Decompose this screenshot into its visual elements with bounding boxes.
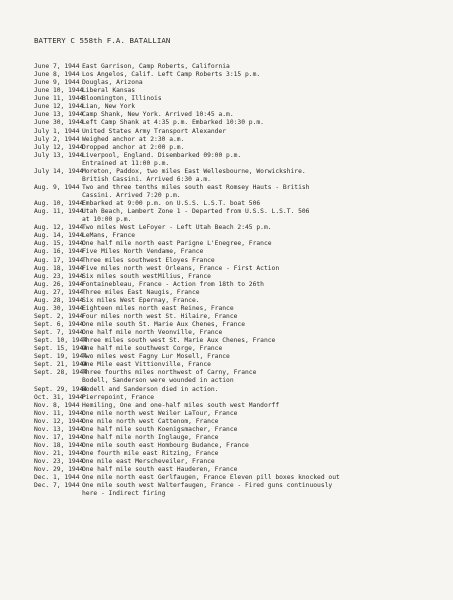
entry-row: [34, 281, 449, 289]
entry-row: [34, 442, 449, 450]
entry-row: [34, 257, 449, 265]
entry-date: June 10, 1944: [34, 87, 84, 95]
entry-date: Aug. 17, 1944: [34, 256, 84, 264]
entry-text: One fourth mile east Ritzing, France: [82, 450, 219, 457]
entry-text: Bloomington, Illinois: [82, 95, 162, 103]
entry-row: [34, 418, 449, 426]
entry-text: Five Miles North Vendame, France: [82, 248, 204, 256]
entry-date: Aug. 12, 1944: [34, 224, 84, 232]
entry-continuation: British Cassini. Arrived 6:30 a.m.: [82, 175, 211, 183]
entry-text: Six miles West Epernay, France.: [82, 296, 200, 304]
entry-row: [34, 386, 449, 394]
entry-date: Nov. 13, 1944: [34, 425, 84, 433]
entry-text: Hemiling, One and one-half miles south west Mandorff: [82, 401, 280, 409]
entry-date: July 13, 1944: [34, 151, 84, 159]
entry-text: One half mile southwest Corge, France: [82, 345, 223, 353]
entry-text: Five miles north west Orleans, France - First Action: [82, 264, 280, 272]
entry-date: Sept. 21, 1944: [34, 361, 88, 369]
entry-date: June 8, 1944: [34, 71, 80, 79]
entry-row: [34, 200, 449, 208]
entry-date: June 12, 1944: [34, 103, 84, 111]
entry-date: July 2, 1944: [34, 135, 80, 143]
entry-row: [34, 305, 449, 313]
entry-text: Camp Shank, New York. Arrived 10:45 a.m.: [82, 111, 234, 119]
entry-row: [34, 119, 449, 127]
entry-row: [34, 95, 449, 103]
entry-text: One half mile south east Hauderen, France: [82, 466, 238, 474]
entry-text: Three miles East Naugis, France: [82, 288, 200, 296]
entry-continuation: Bodell, Sanderson were wounded in action: [82, 377, 234, 385]
entry-row: [34, 474, 449, 482]
entry-row: [34, 152, 449, 160]
entry-row: [34, 103, 449, 111]
entry-row: [34, 482, 449, 490]
entry-date: Aug. 30, 1944: [34, 304, 84, 312]
entry-date: Aug. 11, 1944: [34, 208, 84, 216]
entry-text: One mile east Merscheveiler, France: [82, 458, 215, 466]
entry-date: Aug. 9, 1944: [34, 183, 80, 191]
entry-date: Nov. 21, 1944: [34, 450, 84, 457]
entry-row: [34, 313, 449, 321]
entry-date: Nov. 23, 1944: [34, 458, 84, 466]
entry-text: East Garrison, Camp Roberts, California: [82, 63, 230, 70]
entry-text: One half mile north Veonville, France: [82, 329, 223, 337]
entry-text: One mile north east Gerlfaugen, France Eleven pill boxes knocked out: [82, 474, 340, 482]
entry-text: Three miles south west St. Marie Aux Chenes, France: [82, 337, 276, 345]
entry-date: Nov. 8, 1944: [34, 401, 80, 409]
entry-date: Aug. 14, 1944: [34, 232, 84, 240]
entry-text: Three fourths miles northwest of Carny, France: [82, 369, 257, 377]
entry-continuation: Cassini. Arrived 7:20 p.m.: [82, 192, 181, 199]
entry-text: Left Camp Shank at 4:35 p.m. Embarked 10:30 p.m.: [82, 119, 264, 127]
entry-row: [34, 402, 449, 410]
entry-date: Aug. 15, 1944: [34, 240, 84, 248]
entry-list: [34, 63, 449, 498]
entry-date: June 9, 1944: [34, 79, 80, 87]
entry-text: Utah Beach, Lambert Zone 1 - Departed from U.S.S. L.S.T. 506: [82, 208, 310, 216]
entry-continuation: at 10:00 p.m.: [82, 216, 132, 224]
entry-row: [34, 321, 449, 329]
entry-text: One mile north west Weiler LaTour, France: [82, 409, 238, 417]
entry-date: Sept. 6, 1944: [34, 321, 84, 328]
document-title: BATTERY C 558th F.A. BATALLIAN: [34, 36, 171, 45]
entry-date: Aug. 10, 1944: [34, 200, 84, 208]
entry-date: June 30, 1944: [34, 119, 84, 127]
entry-date: Aug. 16, 1944: [34, 248, 84, 256]
entry-text: Liverpool, England. Disembarked 09:00 p.m.: [82, 151, 242, 159]
entry-text: Dropped anchor at 2:00 p.m.: [82, 143, 185, 151]
entry-row: [34, 410, 449, 418]
entry-row: [34, 111, 449, 119]
entry-date: Sept. 15, 1944: [34, 345, 88, 353]
entry-text: Liberal Kansas: [82, 87, 136, 95]
entry-row: [34, 136, 449, 144]
entry-row: [34, 87, 449, 95]
entry-text: Weighed anchor at 2:30 a.m.: [82, 135, 185, 143]
entry-date: Dec. 7, 1944: [34, 482, 80, 490]
entry-row: [34, 63, 449, 71]
entry-row: [34, 184, 449, 192]
entry-row: [34, 329, 449, 337]
entry-row: [34, 128, 449, 136]
entry-text: United States Army Transport Alexander: [82, 127, 227, 135]
entry-row: [34, 466, 449, 474]
entry-text: Lian, New York: [82, 103, 136, 111]
entry-row: [34, 337, 449, 345]
entry-row: [34, 394, 449, 402]
entry-date: Sept. 10, 1944: [34, 337, 88, 345]
entry-text: One Mile east Vittionville, France: [82, 361, 211, 369]
entry-date: June 7, 1944: [34, 63, 80, 70]
entry-text: Los Angelos, Calif. Left Camp Roberts 3:15 p.m.: [82, 71, 261, 79]
entry-text: Two and three tenths miles south east Romsey Hauts - British: [82, 183, 310, 191]
entry-text: LeMans, France: [82, 232, 136, 240]
entry-date: Aug. 27, 1944: [34, 288, 84, 296]
entry-continuation: here - Indirect firing: [82, 490, 166, 498]
entry-row: [34, 353, 449, 361]
entry-text: One mile north west Cattenom, France: [82, 417, 219, 425]
entry-text: Douglas, Arizona: [82, 79, 143, 87]
entry-row: [34, 345, 449, 353]
entry-text: Six miles south westMilius, France: [82, 272, 211, 280]
entry-date: Aug. 18, 1944: [34, 264, 84, 272]
entry-date: Nov. 11, 1944: [34, 409, 84, 417]
entry-row: [34, 289, 449, 297]
entry-date: Sept. 7, 1944: [34, 329, 84, 337]
entry-date: July 12, 1944: [34, 143, 84, 151]
entry-text: Two miles West LeFoyer - Left Utah Beach 2:45 p.m.: [82, 224, 272, 232]
entry-date: July 1, 1944: [34, 127, 80, 135]
entry-row: [34, 168, 449, 176]
entry-date: Aug. 23, 1944: [34, 272, 84, 280]
entry-text: One mile south east Hombourg Budance, France: [82, 441, 249, 449]
entry-text: One mile south west Walterfaugen, France - Fired guns continuously: [82, 482, 333, 490]
entry-row: [34, 232, 449, 240]
entry-row: [34, 426, 449, 434]
entry-date: Sept. 29, 1944: [34, 385, 88, 393]
entry-text: One mile south St. Marie Aux Chenes, France: [82, 321, 246, 328]
entry-text: Two miles west Fagny Lur Mosell, France: [82, 353, 230, 361]
entry-row: [34, 79, 449, 87]
entry-text: Moreton, Paddox, two miles East Wellesbourne, Worwickshire.: [82, 167, 306, 175]
entry-date: Nov. 18, 1944: [34, 441, 84, 449]
entry-text: Pierrepoint, France: [82, 393, 155, 401]
entry-row: [34, 224, 449, 232]
entry-date: Sept. 28, 1944: [34, 369, 88, 377]
entry-text: One half mile north Inglauge, France: [82, 433, 219, 441]
entry-text: One half mile south Koenigsmacher, France: [82, 425, 238, 433]
entry-date: Sept. 2, 1944: [34, 312, 84, 320]
entry-row: [34, 71, 449, 79]
entry-date: Nov. 12, 1944: [34, 417, 84, 425]
entry-text: Embarked at 9:00 p.m. on U.S.S. L.S.T. boat 506: [82, 200, 261, 208]
entry-row: [34, 248, 449, 256]
entry-row: [34, 434, 449, 442]
entry-row: [34, 458, 449, 466]
entry-date: Nov. 29, 1944: [34, 466, 84, 474]
entry-text: Eighteen miles north east Reines, France: [82, 304, 234, 312]
entry-row: [34, 297, 449, 305]
entry-date: Sept. 19, 1944: [34, 353, 88, 361]
entry-row: [34, 144, 449, 152]
entry-row: [34, 265, 449, 273]
entry-text: Fontainebleau, France - Action from 18th to 26th: [82, 280, 264, 288]
entry-row: [34, 240, 449, 248]
entry-date: Aug. 28, 1944: [34, 296, 84, 304]
entry-text: Bodell and Sanderson died in action.: [82, 385, 219, 393]
entry-date: Nov. 17, 1944: [34, 433, 84, 441]
entry-row: [34, 361, 449, 369]
entry-date: Oct. 31, 1944: [34, 393, 84, 401]
entry-row: [34, 450, 449, 458]
entry-row: [34, 369, 449, 377]
entry-row: [34, 273, 449, 281]
entry-date: June 11, 1944: [34, 95, 84, 103]
entry-date: June 13, 1944: [34, 111, 84, 119]
entry-text: Four miles north west St. Hilaire, France: [82, 312, 238, 320]
entry-date: July 14, 1944: [34, 167, 84, 175]
entry-text: One half mile north east Parigne L'Enegree, France: [82, 240, 272, 248]
entry-date: Dec. 1, 1944: [34, 474, 80, 482]
entry-continuation: Entrained at 11:00 p.m.: [82, 159, 170, 167]
entry-date: Aug. 26, 1944: [34, 280, 84, 288]
entry-row: [34, 208, 449, 216]
entry-text: Three miles southwest Eloyes France: [82, 256, 215, 264]
